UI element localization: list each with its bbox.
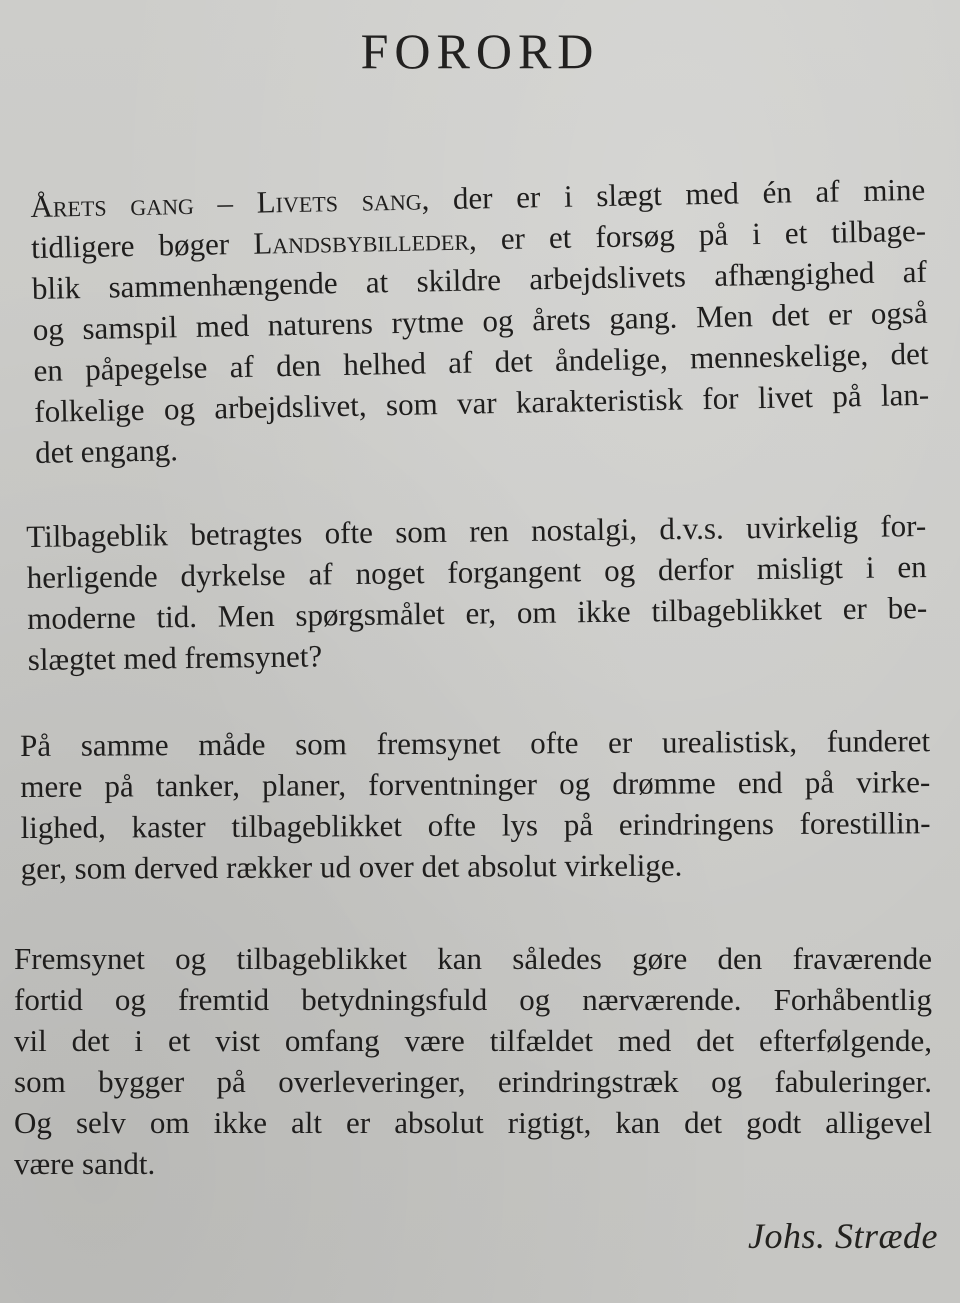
text-run: og samspil med naturens rytme og årets gang. Men det er også (32, 294, 928, 347)
paragraph-3 (20, 720, 931, 889)
book-title-text: Årets gang – Livets sang (30, 181, 422, 224)
text-run: Og selv om ikke alt er absolut rigtigt, kan det godt alligevel (14, 1105, 932, 1140)
text-run: vil det i et vist omfang være tilfældet med det efterfølgende, (14, 1023, 932, 1058)
page-title: FORORD (360, 23, 600, 79)
text-line (14, 1143, 932, 1184)
text-run: Tilbageblik betragtes ofte som ren nostalgi, d.v.s. uvirkelig for- (26, 508, 927, 554)
text-run: herligende dyrkelse af noget forgangent og derfor misligt i en (26, 549, 927, 595)
text-line (14, 1061, 932, 1102)
text-run: som bygger på overleveringer, erindringstræk og fabuleringer. (14, 1064, 932, 1099)
text-run: folkelige og arbejdslivet, som var karakteristisk for livet på lan- (33, 376, 930, 429)
paragraph-2 (26, 505, 928, 680)
book-title-text: Landsbybilleder (252, 221, 470, 261)
text-run: lighed, kaster tilbageblikket ofte lys på erindringens forestillin- (20, 805, 931, 845)
text-run: en påpegelse af den helhed af det åndelige, menneskelige, det (33, 335, 929, 388)
text-line (14, 938, 932, 979)
text-run: tidligere bøger (30, 225, 254, 265)
text-run: moderne tid. Men spørgsmålet er, om ikke tilbageblikket er be- (27, 589, 928, 636)
text-run: , er et forsøg på i et tilbage- (468, 212, 927, 257)
text-run: Fremsynet og tilbageblikket kan således gøre den fraværende (14, 941, 932, 976)
text-run: , der er i slægt med én af mine (421, 171, 926, 217)
text-line (14, 979, 932, 1020)
text-line (14, 1020, 932, 1061)
paragraph-4 (14, 938, 932, 1184)
text-run: blik sammenhængende at skildre arbejdslivets afhængighed af (31, 253, 928, 306)
text-line (14, 1102, 932, 1143)
author-signature: Johs. Stræde (748, 1216, 938, 1256)
text-line (20, 720, 930, 766)
text-run: være sandt. (14, 1146, 156, 1181)
text-run: fortid og fremtid betydningsfuld og nærværende. Forhåbentlig (14, 982, 932, 1017)
text-line (20, 761, 930, 807)
text-run: På samme måde som fremsynet ofte er urealistisk, funderet (20, 723, 931, 763)
text-run: ger, som derved rækker ud over det absolut virkelige. (20, 847, 683, 886)
text-run: slægtet med fremsynet? (27, 638, 323, 677)
text-line (21, 843, 931, 889)
text-line (20, 802, 930, 848)
text-run: det engang. (34, 432, 179, 470)
text-run: mere på tanker, planer, forventninger og drømme end på virke- (20, 764, 931, 804)
paragraph-1 (30, 169, 930, 473)
